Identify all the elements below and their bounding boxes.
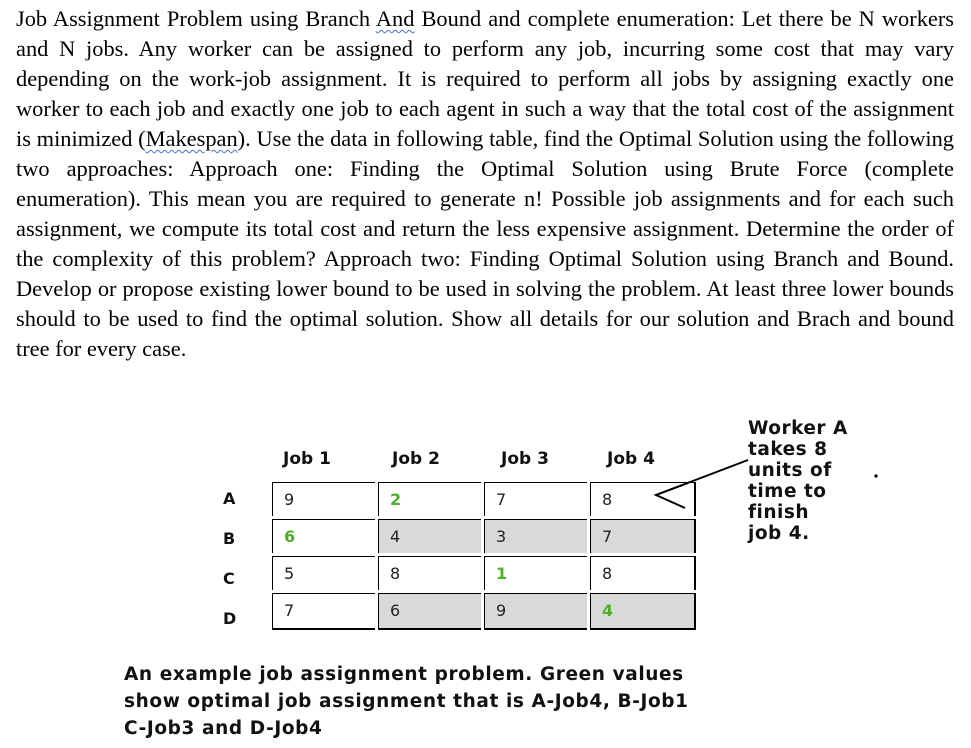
- cell-d-job3: 9: [483, 592, 589, 629]
- figure-caption: [124, 661, 864, 742]
- callout-line: job 4.: [748, 523, 810, 544]
- caption-line: C-Job3 and D-Job4: [124, 718, 323, 739]
- problem-text-makespan: Makespan: [145, 126, 238, 151]
- cell-a-job3: 7: [483, 481, 589, 518]
- caption-line: show optimal job assignment that is A-Job4, B-Job1: [124, 691, 689, 712]
- cell-c-job3: 1: [483, 555, 589, 592]
- row-label-d: D: [223, 609, 237, 628]
- problem-text-end: ). Use the data in following table, find the Optimal Solution using the following two approaches: Approach one: Finding the Optimal Solution using Brute Force (complete enumeration). This mean you are required to generate n! Possible job assignments and for each such assignment, we compute its total cost and return the less expensive assignment. Determine the order of the complexity of this problem? Approach two: Finding Optimal Solution using Branch and Bound. Develop or propose existing lower bound to be used in solving the problem. At least three lower bounds should to be used to find the optimal solution. Show all details for our solution and Brach and bound tree for every case.: [16, 126, 954, 361]
- row-label-c: C: [223, 569, 235, 588]
- cell-d-job2: 6: [377, 592, 483, 629]
- cell-c-job1: 5: [271, 555, 377, 592]
- cell-b-job4: 7: [589, 518, 695, 555]
- column-header-job1: Job 1: [283, 449, 331, 469]
- column-header-job2: Job 2: [392, 449, 440, 469]
- callout-line: takes 8: [748, 439, 828, 460]
- callout-line: Worker A: [748, 418, 848, 439]
- problem-text-start: Job Assignment Problem using Branch: [16, 6, 376, 31]
- callout-text: [748, 418, 888, 544]
- problem-text-and: And: [375, 6, 415, 31]
- caption-line: An example job assignment problem. Green values: [124, 664, 684, 685]
- column-header-job3: Job 3: [501, 449, 549, 469]
- cell-b-job3: 3: [483, 518, 589, 555]
- cell-a-job2: 2: [377, 481, 483, 518]
- cell-d-job1: 7: [271, 592, 377, 629]
- row-label-a: A: [223, 489, 236, 508]
- callout-line: units of: [748, 460, 832, 481]
- cell-b-job2: 4: [377, 518, 483, 555]
- problem-text-middle: Bound and complete enumeration: Let there be N workers and N jobs. Any worker can be assigned to perform any job, incurring some cost that may vary depending on the work-job assignment. It is required to perform all jobs by assigning exactly one worker to each job and exactly one job to each agent in such a way that the total cost of the assignment is minimized (: [16, 6, 954, 151]
- cell-b-job1: 6: [271, 518, 377, 555]
- cell-d-job4: 4: [589, 592, 695, 629]
- cell-c-job2: 8: [377, 555, 483, 592]
- row-label-b: B: [223, 529, 236, 548]
- column-header-job4: Job 4: [607, 449, 655, 469]
- cell-c-job4: 8: [589, 555, 695, 592]
- cell-a-job1: 9: [271, 481, 377, 518]
- cell-a-job4: 8: [589, 481, 695, 518]
- callout-line: finish: [748, 502, 810, 523]
- callout-line: time to: [748, 481, 827, 502]
